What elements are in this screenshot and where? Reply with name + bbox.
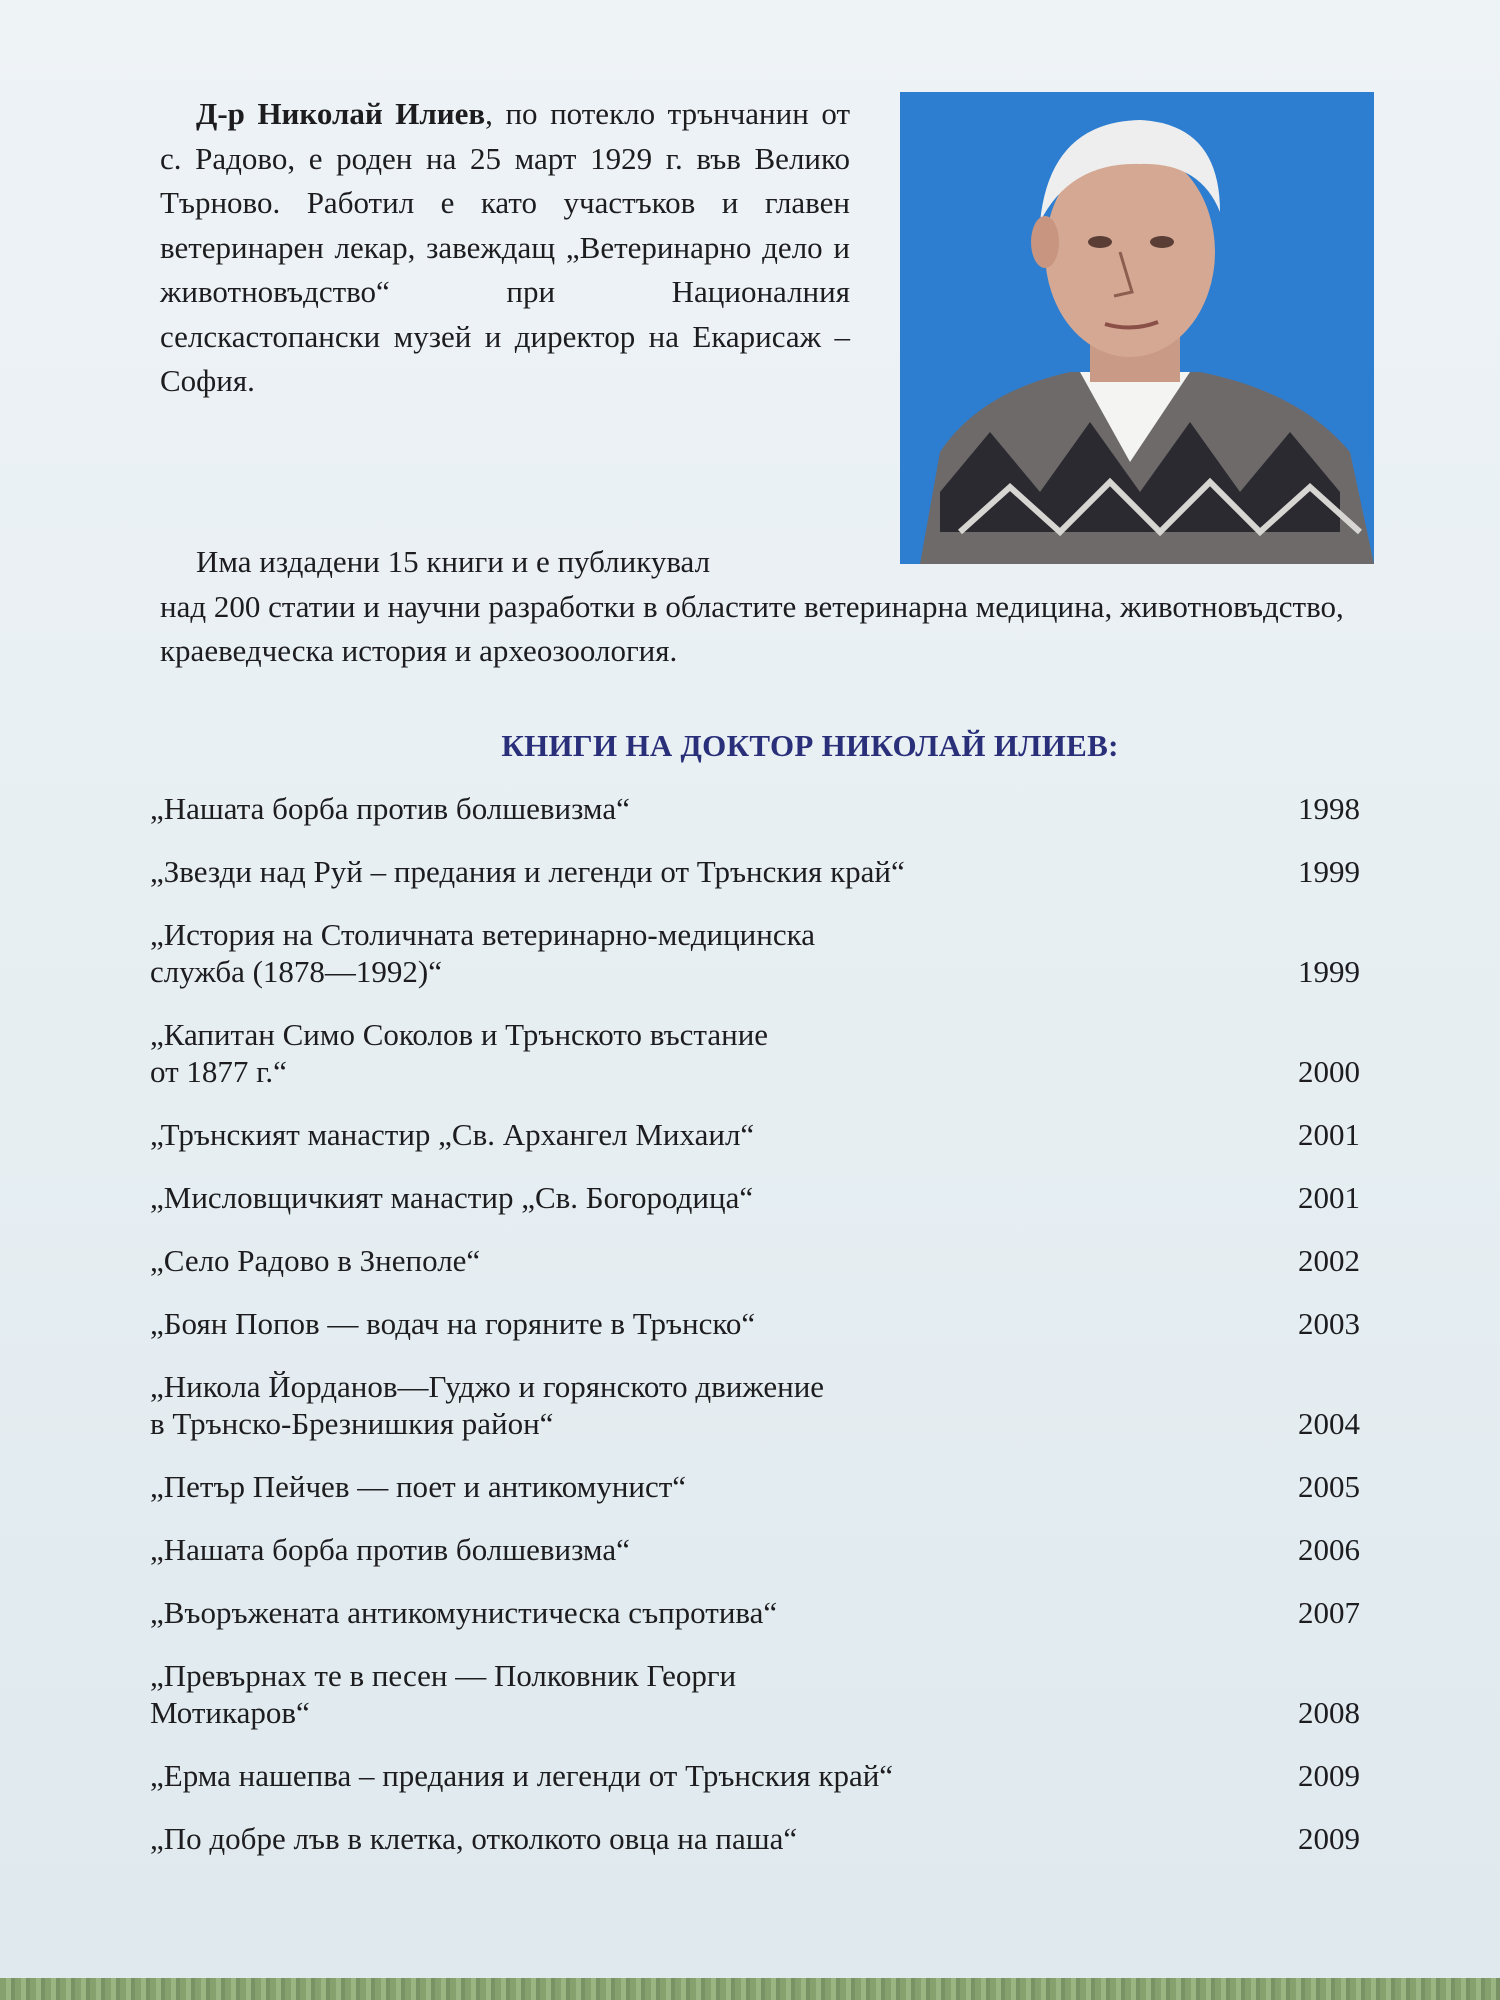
book-title: „Нашата борба против болшевизма“ <box>150 791 630 826</box>
book-item <box>150 1116 1360 1153</box>
book-title: „Никола Йорданов—Гуджо и горянското движение в Трънско-Брезнишкия район“ <box>150 1369 825 1441</box>
book-year: 1999 <box>1298 854 1360 889</box>
book-title: „Превърнах те в песен — Полковник Георги Мотикаров“ <box>150 1658 737 1730</box>
book-year: 2002 <box>1298 1243 1360 1278</box>
book-item <box>150 1468 1360 1505</box>
book-title: „Боян Попов — водач на горяните в Трънско“ <box>150 1306 756 1341</box>
portrait-illustration <box>900 92 1374 564</box>
book-item <box>150 1531 1360 1568</box>
book-item <box>150 1305 1360 1342</box>
book-title: „Звезди над Руй – предания и легенди от Трънския край“ <box>150 854 905 889</box>
bio-paragraph <box>160 92 850 404</box>
book-year: 2001 <box>1298 1180 1360 1215</box>
book-item <box>150 1368 1360 1442</box>
book-title: „Нашата борба против болшевизма“ <box>150 1532 630 1567</box>
book-item <box>150 1757 1360 1794</box>
book-title: „Мисловщичкият манастир „Св. Богородица“ <box>150 1180 754 1215</box>
book-title: „Петър Пейчев — поет и антикомунист“ <box>150 1469 687 1504</box>
book-year: 2003 <box>1298 1306 1360 1341</box>
book-year: 1999 <box>1298 954 1360 989</box>
bio-text: , по потекло трънчанин от с. Радово, е роден на 25 март 1929 г. във Велико Търново. Работил е като участъков и главен ветеринарен лекар, завеждащ „Ветеринарно дело и животновъдство“ при Националния селскастопански музей и директор на Екарисаж – София. <box>160 96 851 398</box>
book-year: 2005 <box>1298 1469 1360 1504</box>
book-year: 2006 <box>1298 1532 1360 1567</box>
book-title: „История на Столичната ветеринарно-медицинска служба (1878—1992)“ <box>150 917 815 989</box>
grass-strip <box>0 1978 1500 2000</box>
book-title: „Въоръжената антикомунистическа съпротива“ <box>150 1595 778 1630</box>
book-item <box>150 1594 1360 1631</box>
book-item <box>150 853 1360 890</box>
publications-line-2: над 200 статии и научни разработки в областите ветеринарна медицина, животновъдство, краеведческа история и археозоология. <box>160 588 1344 668</box>
book-title: „Трънският манастир „Св. Архангел Михаил“ <box>150 1117 755 1152</box>
book-item <box>150 1820 1360 1857</box>
author-name: Д-р Николай Илиев <box>196 96 486 131</box>
book-item <box>150 1242 1360 1279</box>
book-item <box>150 916 1360 990</box>
book-year: 2001 <box>1298 1117 1360 1152</box>
book-title: „По добре лъв в клетка, отколкото овца на паша“ <box>150 1821 798 1856</box>
book-item <box>150 790 1360 827</box>
books-heading: КНИГИ НА ДОКТОР НИКОЛАЙ ИЛИЕВ: <box>501 728 1119 763</box>
publications-line-1: Има издадени 15 книги и е публикувал <box>196 544 711 579</box>
book-item <box>150 1016 1360 1090</box>
book-title: „Ерма нашепва – предания и легенди от Трънския край“ <box>150 1758 894 1793</box>
book-year: 2007 <box>1298 1595 1360 1630</box>
book-year: 2009 <box>1298 1758 1360 1793</box>
book-item <box>150 1657 1360 1731</box>
author-bio <box>160 92 850 404</box>
book-year: 2000 <box>1298 1054 1360 1089</box>
books-list <box>150 790 1360 1883</box>
book-year: 2009 <box>1298 1821 1360 1856</box>
book-title: „Капитан Симо Соколов и Трънското въстание от 1877 г.“ <box>150 1017 769 1089</box>
book-title: „Село Радово в Знеполе“ <box>150 1243 481 1278</box>
book-item <box>150 1179 1360 1216</box>
author-portrait <box>900 92 1374 564</box>
book-year: 2004 <box>1298 1406 1360 1441</box>
book-year: 2008 <box>1298 1695 1360 1730</box>
publications-paragraph <box>160 540 1380 674</box>
book-year: 1998 <box>1298 791 1360 826</box>
